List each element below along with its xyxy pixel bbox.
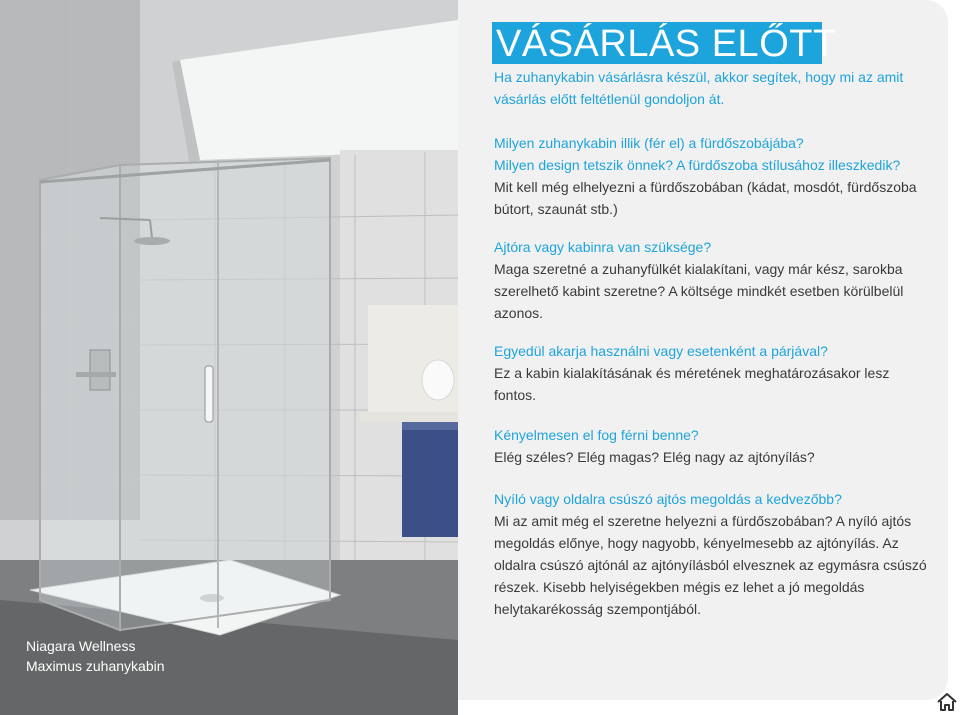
photo-caption bbox=[26, 636, 165, 676]
answer-text: Maga szeretné a zuhanyfülkét kialakítani, vagy már kész, sarokba szerelhető kabint szeretne? A költsége mindkét esetben körülbelül azonos. bbox=[494, 261, 904, 321]
caption-model: Maximus zuhanykabin bbox=[26, 658, 165, 674]
section-usage bbox=[494, 340, 934, 406]
question-text: Egyedül akarja használni vagy esetenként a párjával? bbox=[494, 343, 828, 359]
section-door-type bbox=[494, 488, 934, 620]
question-text: Milyen design tetszik önnek? A fürdőszoba stílusához illeszkedik? bbox=[494, 157, 901, 173]
question-text: Ajtóra vagy kabinra van szüksége? bbox=[494, 239, 712, 255]
questions-block-1 bbox=[494, 132, 934, 220]
section-comfort bbox=[494, 424, 934, 468]
home-icon[interactable] bbox=[936, 692, 958, 712]
shower-cabin-illustration bbox=[0, 0, 458, 715]
question-text: Mit kell még elhelyezni a fürdőszobában (kádat, mosdót, fürdőszoba bútort, szaunát stb.) bbox=[494, 179, 917, 217]
shower-cabin-photo bbox=[0, 0, 458, 715]
question-text: Milyen zuhanykabin illik (fér el) a fürdőszobájába? bbox=[494, 135, 804, 151]
intro-text: Ha zuhanykabin vásárlásra készül, akkor segítek, hogy mi az amit vásárlás előtt feltétlenül gondoljon át. bbox=[494, 69, 904, 107]
question-text: Nyíló vagy oldalra csúszó ajtós megoldás a kedvezőbb? bbox=[494, 491, 842, 507]
question-text: Kényelmesen el fog férni benne? bbox=[494, 427, 699, 443]
section-door-or-cabin bbox=[494, 236, 934, 324]
caption-brand: Niagara Wellness bbox=[26, 638, 136, 654]
page-title: VÁSÁRLÁS ELŐTT bbox=[496, 23, 837, 65]
answer-text: Mi az amit még el szeretne helyezni a fürdőszobában? A nyíló ajtós megoldás előnye, hogy nagyobb, kényelmesebb az ajtónyílás. Az oldalra csúszó ajtónál az ajtónyílásból elvesznek az egymásra csúszó részek. Kisebb helyiségekben mégis ez lehet a jó megoldás helytakarékosság szempontjából. bbox=[494, 513, 927, 617]
answer-text: Ez a kabin kialakításának és méretének meghatározásakor lesz fontos. bbox=[494, 365, 890, 403]
answer-text: Elég széles? Elég magas? Elég nagy az ajtónyílás? bbox=[494, 449, 815, 465]
